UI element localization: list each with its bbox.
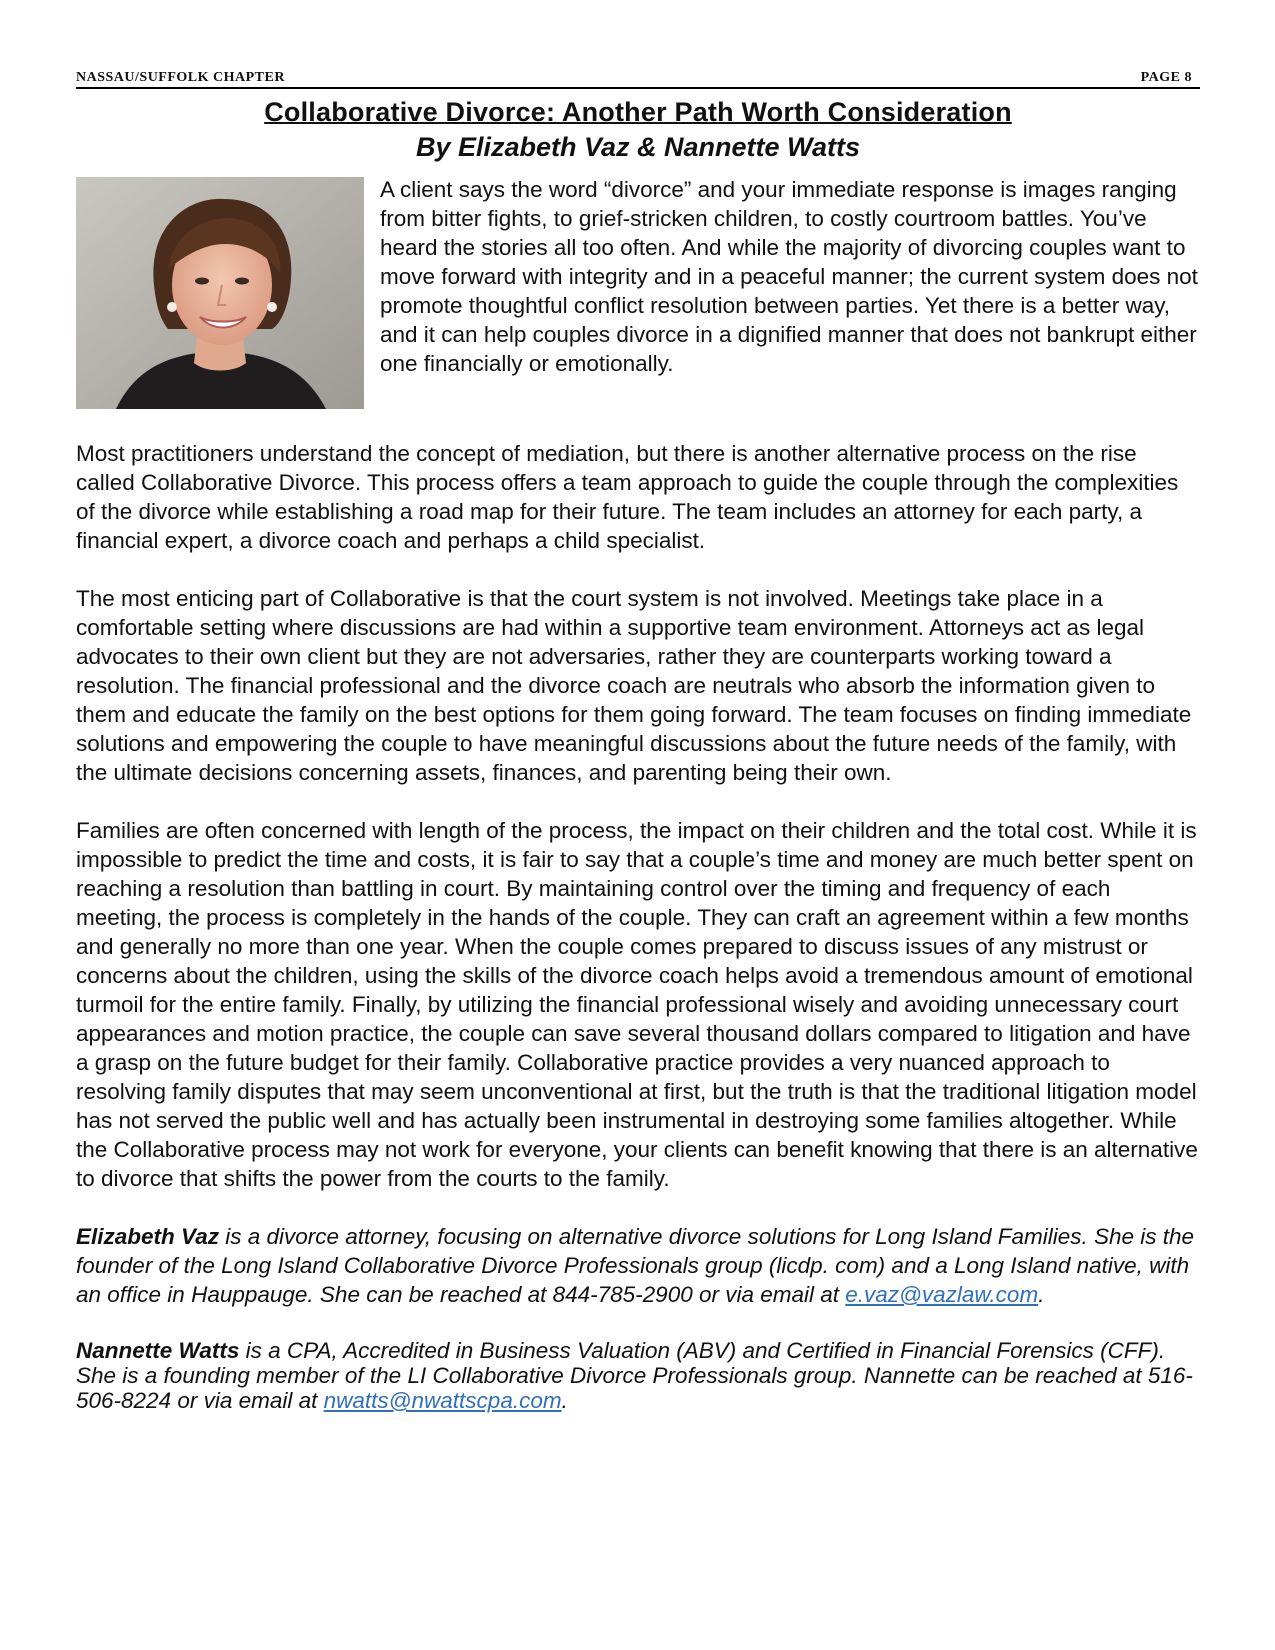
bio-end: .	[561, 1388, 568, 1413]
bio-text: is a CPA, Accredited in Business Valuation (ABV) and Certified in Financial Forensics (CFF). She is a founding member of the LI Collaborative Divorce Professionals group. Nannette can be reached at 516-506-8224 or via email at	[76, 1338, 1193, 1413]
body-paragraph: The most enticing part of Collaborative is that the court system is not involved. Meetings take place in a comfortable setting where discussions are had within a supportive team environment. Attorneys act as legal advocates to their own client but they are not adversaries, rather they are counterparts working toward a resolution. The financial professional and the divorce coach are neutrals who absorb the information given to them and educate the family on the best options for them going forward. The team focuses on finding immediate solutions and empowering the couple to have meaningful discussions about the future needs of the family, with the ultimate decisions concerning assets, finances, and parenting being their own.	[76, 586, 1192, 785]
article-byline: By Elizabeth Vaz & Nannette Watts	[415, 132, 861, 162]
bio-text: is a divorce attorney, focusing on alternative divorce solutions for Long Island Families. She is the founder of the Long Island Collaborative Divorce Professionals group (licdp. com) and a Long Island native, with an office in Hauppauge. She can be reached at 844-785-2900 or via email at	[76, 1224, 1195, 1307]
bio-name: Nannette Watts	[76, 1338, 240, 1363]
author-bio-vaz	[76, 1222, 1200, 1309]
email-link[interactable]: nwatts@nwattscpa.com	[323, 1388, 562, 1413]
email-link[interactable]: e.vaz@vazlaw.com	[845, 1282, 1039, 1307]
article-intro	[76, 175, 1200, 409]
author-photo	[76, 177, 364, 409]
bio-end: .	[1038, 1282, 1045, 1307]
author-bio-watts	[76, 1338, 1200, 1413]
intro-paragraph: A client says the word “divorce” and your immediate response is images ranging from bitter fights, to grief-stricken children, to costly courtroom battles. You’ve heard the stories all too often. And while the majority of divorcing couples want to move forward with integrity and in a peaceful manner; the current system does not promote thoughtful conflict resolution between parties. Yet there is a better way, and it can help couples divorce in a dignified manner that does not bankrupt either one financially or emotionally.	[380, 177, 1198, 376]
page-number: PAGE 8	[1140, 70, 1192, 85]
page-header	[76, 70, 1200, 89]
body-paragraph: Most practitioners understand the concept of mediation, but there is another alternative process on the rise called Collaborative Divorce. This process offers a team approach to guide the couple through the complexities of the divorce while establishing a road map for their future. The team includes an attorney for each party, a financial expert, a divorce coach and perhaps a child specialist.	[76, 441, 1179, 553]
bio-name: Elizabeth Vaz	[76, 1224, 219, 1249]
article-title: Collaborative Divorce: Another Path Worth Consideration	[264, 97, 1012, 127]
chapter-name: NASSAU/SUFFOLK CHAPTER	[76, 70, 285, 85]
body-paragraph: Families are often concerned with length of the process, the impact on their children and the total cost. While it is impossible to predict the time and costs, it is fair to say that a couple’s time and money are much better spent on reaching a resolution than battling in court. By maintaining control over the timing and frequency of each meeting, the process is completely in the hands of the couple. They can craft an agreement within a few months and generally no more than one year. When the couple comes prepared to discuss issues of any mistrust or concerns about the children, using the skills of the divorce coach helps avoid a tremendous amount of emotional turmoil for the entire family. Finally, by utilizing the financial professional wisely and avoiding unnecessary court appearances and motion practice, the couple can save several thousand dollars compared to litigation and have a grasp on the future budget for their family. Collaborative practice provides a very nuanced approach to resolving family disputes that may seem unconventional at first, but the truth is that the traditional litigation model has not served the public well and has actually been instrumental in destroying some families altogether. While the Collaborative process may not work for everyone, your clients can benefit knowing that there is an alternative to divorce that shifts the power from the courts to the family.	[76, 818, 1198, 1191]
newsletter-page	[76, 70, 1200, 1413]
